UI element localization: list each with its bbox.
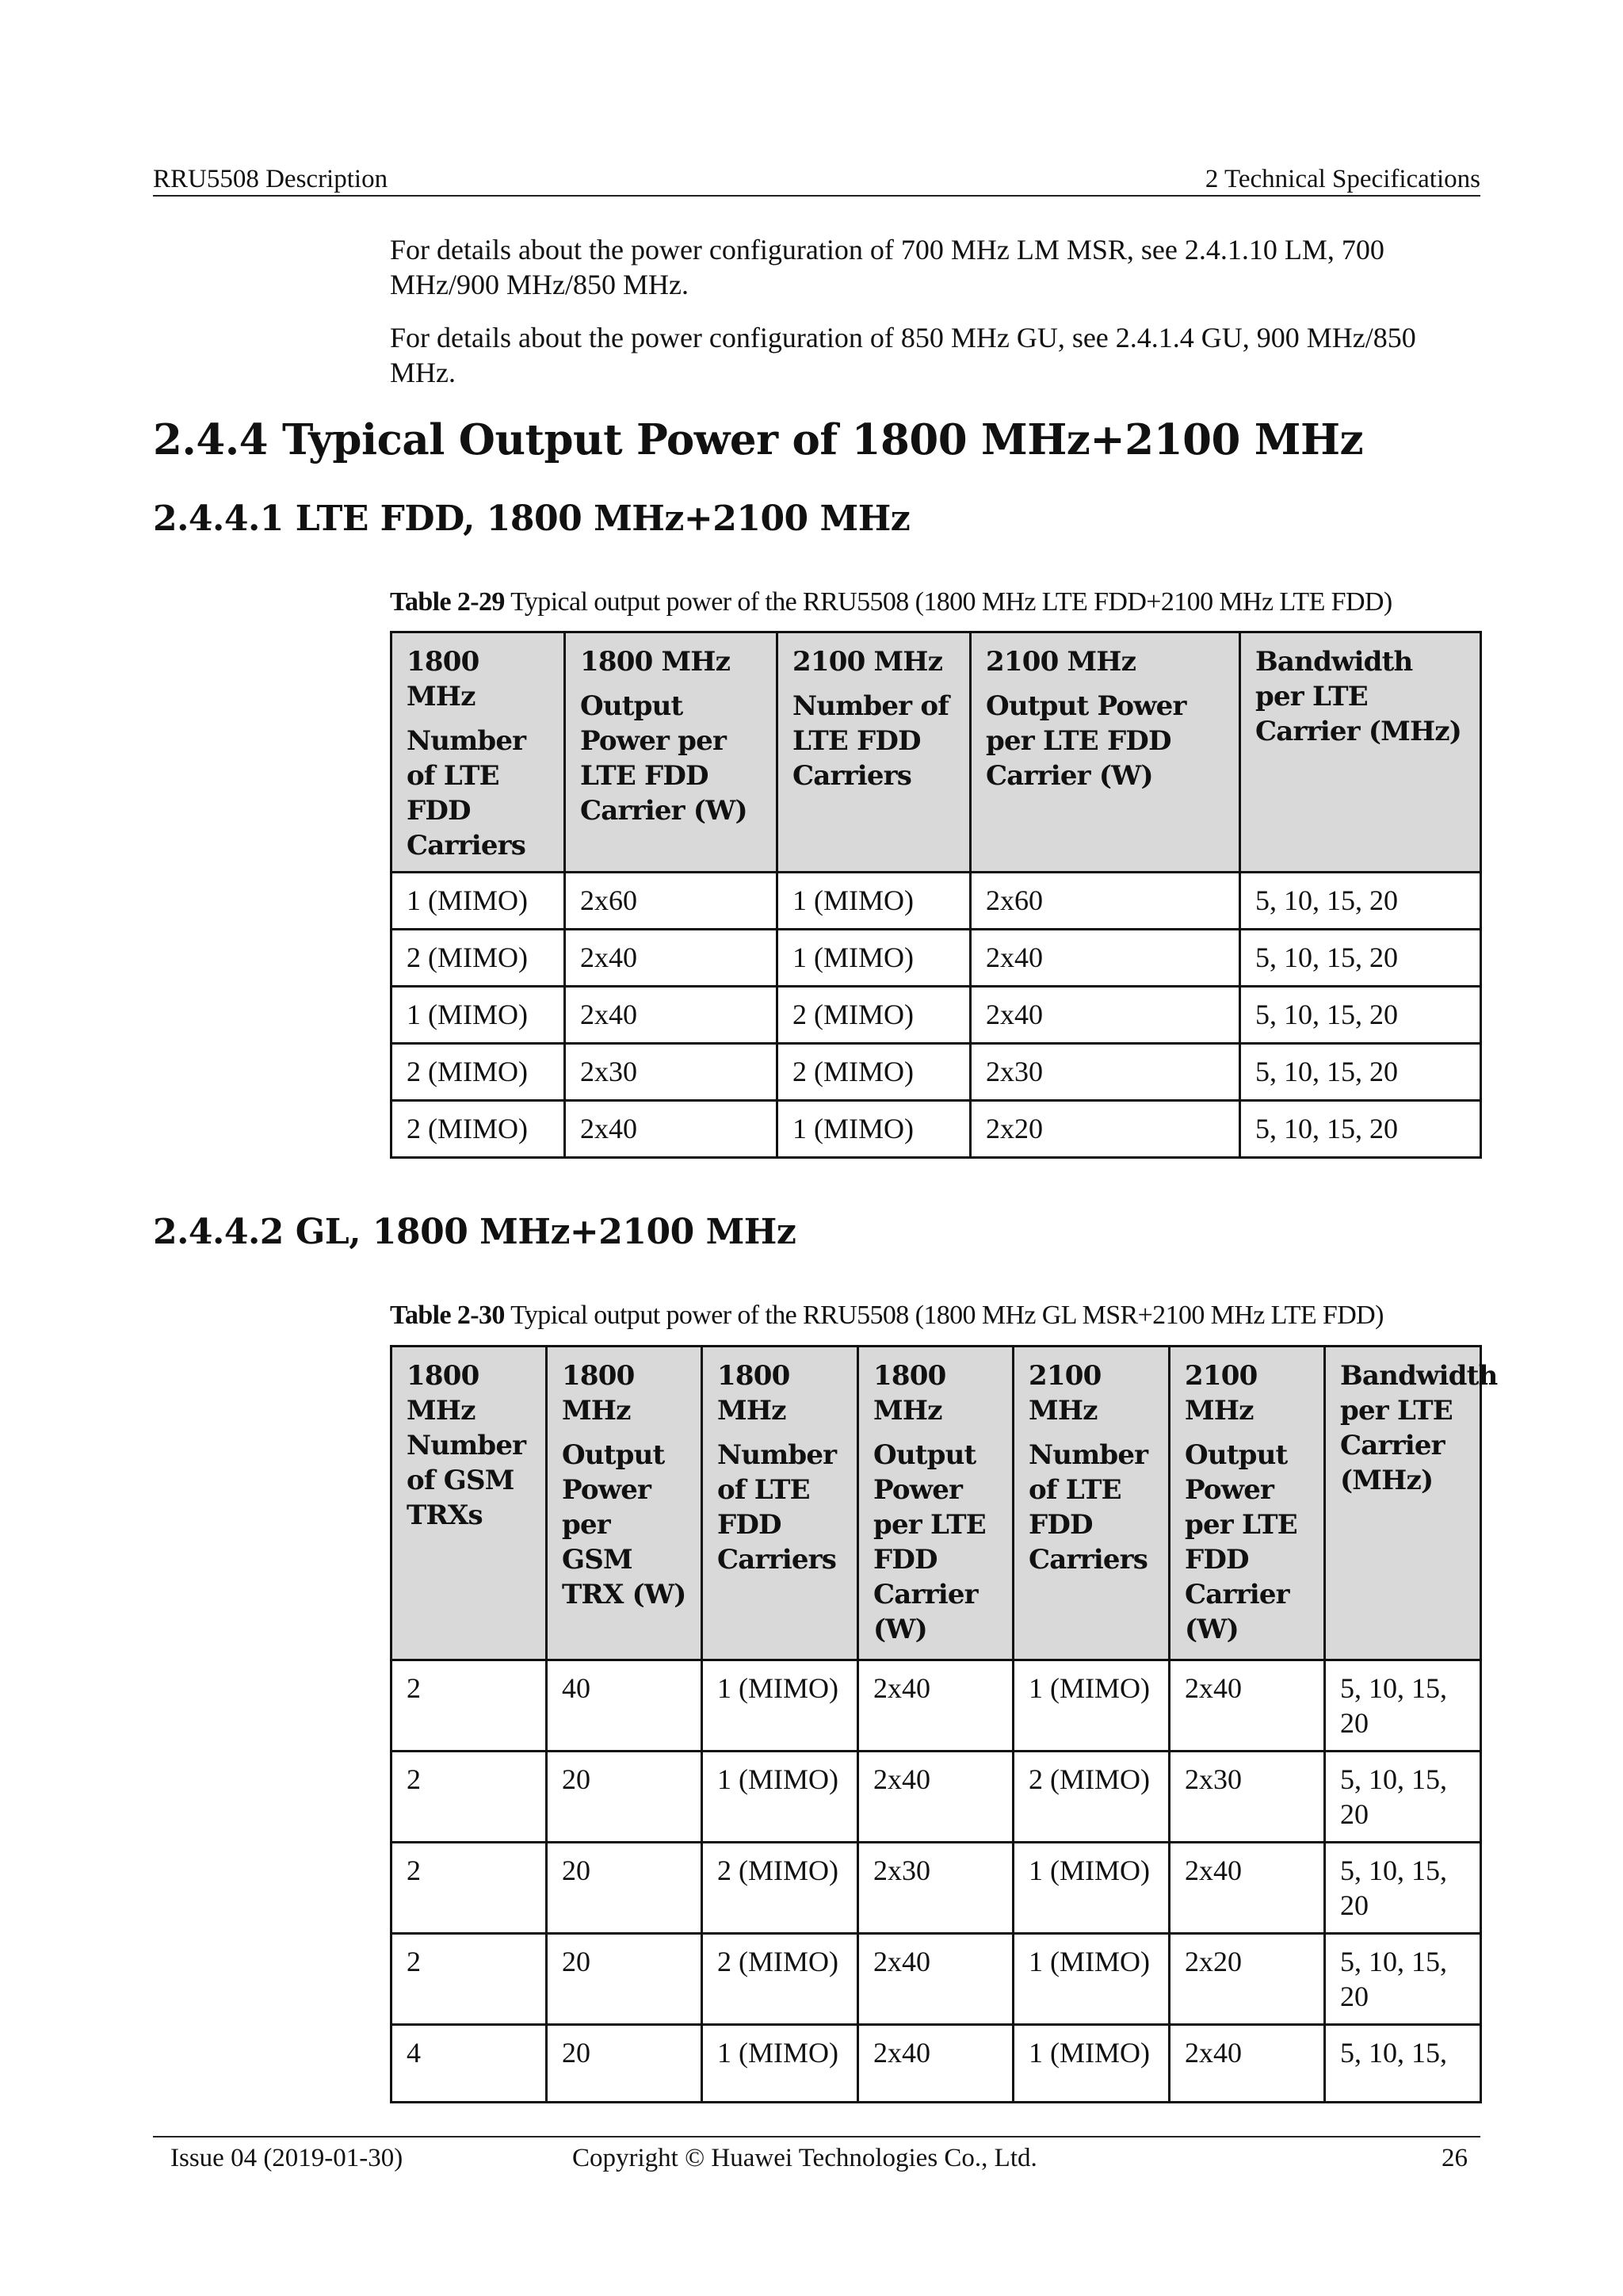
- table-cell: 1 (MIMO): [702, 1660, 858, 1752]
- column-header-line: Output Power per GSM TRX (W): [562, 1439, 686, 1610]
- column-header-line: Number of LTE FDD Carriers: [792, 690, 949, 792]
- column-header-line: 2100 MHz: [792, 646, 943, 678]
- table-cell: 1 (MIMO): [777, 1101, 971, 1158]
- table-cell: 2x30: [565, 1044, 777, 1101]
- header-rule: [153, 195, 1480, 197]
- table-2-30-caption: [390, 1297, 1384, 1334]
- table-cell: 2x30: [1170, 1752, 1325, 1843]
- column-header-line: 1800 MHz: [562, 1360, 635, 1427]
- column-header: [391, 1347, 547, 1660]
- table-cell: 5, 10, 15, 20: [1240, 930, 1481, 987]
- intro-paragraph-2: For details about the power configuration of 850 MHz GU, see 2.4.1.4 GU, 900 MHz/850 MHz.: [390, 322, 1416, 388]
- table-cell: 2: [391, 1752, 547, 1843]
- column-header-line: Number of LTE FDD Carriers: [407, 725, 526, 861]
- table-cell: 2x40: [971, 987, 1240, 1044]
- table-cell: 5, 10, 15, 20: [1325, 1934, 1481, 2025]
- column-header: [547, 1347, 702, 1660]
- table-cell: 20: [547, 1934, 702, 2025]
- column-header-line: 1800 MHz: [873, 1360, 946, 1427]
- table-row: [391, 987, 1481, 1044]
- table-2-30: [390, 1345, 1498, 2103]
- table-cell: 1 (MIMO): [702, 2025, 858, 2103]
- table-cell: 2: [391, 1660, 547, 1752]
- table-cell: 2 (MIMO): [1014, 1752, 1170, 1843]
- table-cell: 2x40: [1170, 1660, 1325, 1752]
- table-cell: 2 (MIMO): [777, 987, 971, 1044]
- column-header-line: 1800 MHz: [580, 646, 731, 678]
- table-row: [391, 1660, 1481, 1752]
- column-header: [777, 632, 971, 873]
- table-cell: 2x20: [1170, 1934, 1325, 2025]
- table-cell: 2x40: [565, 930, 777, 987]
- table-cell: 2 (MIMO): [702, 1934, 858, 2025]
- table-cell: 2: [391, 1843, 547, 1934]
- footer-page-number: 26: [1442, 2144, 1468, 2172]
- footer-rule: [153, 2136, 1480, 2137]
- column-header-line: Bandwidth per LTE Carrier (MHz): [1340, 1360, 1498, 1496]
- table-cell: 2x60: [565, 873, 777, 930]
- table-cell: 2x60: [971, 873, 1240, 930]
- column-header-line: Output Power per LTE FDD Carrier (W): [580, 690, 747, 827]
- table-row: [391, 1044, 1481, 1101]
- table-2-29: [390, 631, 1482, 1159]
- table-cell: 2x30: [971, 1044, 1240, 1101]
- table-cell: 5, 10, 15,: [1325, 2025, 1481, 2103]
- table-cell: 20: [547, 2025, 702, 2103]
- column-header: [971, 632, 1240, 873]
- header-chapter-title: 2 Technical Specifications: [1205, 165, 1480, 193]
- column-header: [1325, 1347, 1498, 1660]
- caption-label: Table 2-30: [390, 1301, 505, 1330]
- column-header: [1170, 1347, 1325, 1660]
- table-cell: 2x40: [858, 1934, 1014, 2025]
- table-cell: 1 (MIMO): [391, 873, 565, 930]
- table-cell: 5, 10, 15, 20: [1240, 1101, 1481, 1158]
- table-cell: 2x40: [1170, 2025, 1325, 2103]
- table-cell: 5, 10, 15, 20: [1325, 1660, 1481, 1752]
- column-header-line: Output Power per LTE FDD Carrier (W): [873, 1439, 986, 1645]
- table-2-29-caption: [390, 584, 1392, 621]
- table-cell: 5, 10, 15, 20: [1240, 987, 1481, 1044]
- table-row: [391, 2025, 1481, 2103]
- column-header-line: 1800 MHz: [407, 646, 479, 712]
- intro-paragraph-1: For details about the power configuration of 700 MHz LM MSR, see 2.4.1.10 LM, 700 MHz/900 MHz/850 MHz.: [390, 234, 1384, 300]
- subsection-heading-gl: 2.4.4.2 GL, 1800 MHz+2100 MHz: [153, 1212, 796, 1252]
- table-cell: 1 (MIMO): [777, 873, 971, 930]
- table-cell: 2 (MIMO): [391, 930, 565, 987]
- table-cell: 2x40: [565, 1101, 777, 1158]
- table-row: [391, 1752, 1481, 1843]
- section-heading: 2.4.4 Typical Output Power of 1800 MHz+2100 MHz: [153, 415, 1364, 464]
- table-cell: 2 (MIMO): [777, 1044, 971, 1101]
- column-header: [1240, 632, 1481, 873]
- table-cell: 2x30: [858, 1843, 1014, 1934]
- column-header-line: 2100 MHz: [1029, 1360, 1102, 1427]
- table-cell: 1 (MIMO): [1014, 1660, 1170, 1752]
- column-header: [391, 632, 565, 873]
- table-row: [391, 1101, 1481, 1158]
- table-header-row: [391, 632, 1481, 873]
- column-header-line: Output Power per LTE FDD Carrier (W): [1185, 1439, 1297, 1645]
- table-cell: 2x40: [858, 1752, 1014, 1843]
- subsection-heading-lte-fdd: 2.4.4.1 LTE FDD, 1800 MHz+2100 MHz: [153, 499, 911, 539]
- column-header: [565, 632, 777, 873]
- column-header: [702, 1347, 858, 1660]
- table-cell: 1 (MIMO): [1014, 2025, 1170, 2103]
- column-header-line: Bandwidth per LTE Carrier (MHz): [1255, 646, 1462, 747]
- caption-text: Typical output power of the RRU5508 (1800 MHz LTE FDD+2100 MHz LTE FDD): [504, 587, 1392, 617]
- table-cell: 4: [391, 2025, 547, 2103]
- table-cell: 1 (MIMO): [391, 987, 565, 1044]
- column-header-line: 2100 MHz: [986, 646, 1136, 678]
- column-header-line: 1800 MHz Number of GSM TRXs: [407, 1360, 526, 1531]
- table-cell: 2x40: [1170, 1843, 1325, 1934]
- table-cell: 1 (MIMO): [1014, 1934, 1170, 2025]
- table-cell: 2x40: [971, 930, 1240, 987]
- table-cell: 2 (MIMO): [391, 1101, 565, 1158]
- table-cell: 2x40: [858, 2025, 1014, 2103]
- table-cell: 5, 10, 15, 20: [1240, 873, 1481, 930]
- table-cell: 5, 10, 15, 20: [1325, 1843, 1481, 1934]
- table-cell: 5, 10, 15, 20: [1240, 1044, 1481, 1101]
- table-cell: 1 (MIMO): [777, 930, 971, 987]
- table-cell: 1 (MIMO): [1014, 1843, 1170, 1934]
- table-cell: 1 (MIMO): [702, 1752, 858, 1843]
- table-row: [391, 873, 1481, 930]
- table-cell: 5, 10, 15, 20: [1325, 1752, 1481, 1843]
- table-cell: 2: [391, 1934, 547, 2025]
- table-cell: 2 (MIMO): [702, 1843, 858, 1934]
- table-header-row: [391, 1347, 1481, 1660]
- table-cell: 2x20: [971, 1101, 1240, 1158]
- table-cell: 20: [547, 1752, 702, 1843]
- column-header-line: 2100 MHz: [1185, 1360, 1258, 1427]
- table-cell: 40: [547, 1660, 702, 1752]
- column-header-line: Number of LTE FDD Carriers: [717, 1439, 837, 1576]
- table-cell: 2x40: [565, 987, 777, 1044]
- column-header-line: 1800 MHz: [717, 1360, 790, 1427]
- table-cell: 2 (MIMO): [391, 1044, 565, 1101]
- column-header-line: Output Power per LTE FDD Carrier (W): [986, 690, 1186, 792]
- table-row: [391, 930, 1481, 987]
- caption-label: Table 2-29: [390, 587, 505, 617]
- column-header: [1014, 1347, 1170, 1660]
- header-doc-title: RRU5508 Description: [153, 165, 388, 193]
- page-header: [153, 161, 1480, 197]
- table-cell: 2x40: [858, 1660, 1014, 1752]
- footer-copyright: Copyright © Huawei Technologies Co., Ltd.: [572, 2144, 1037, 2172]
- column-header: [858, 1347, 1014, 1660]
- column-header-line: Number of LTE FDD Carriers: [1029, 1439, 1148, 1576]
- table-row: [391, 1934, 1481, 2025]
- table-cell: 20: [547, 1843, 702, 1934]
- footer-issue: Issue 04 (2019-01-30): [170, 2144, 403, 2172]
- table-row: [391, 1843, 1481, 1934]
- caption-text: Typical output power of the RRU5508 (1800 MHz GL MSR+2100 MHz LTE FDD): [504, 1301, 1384, 1330]
